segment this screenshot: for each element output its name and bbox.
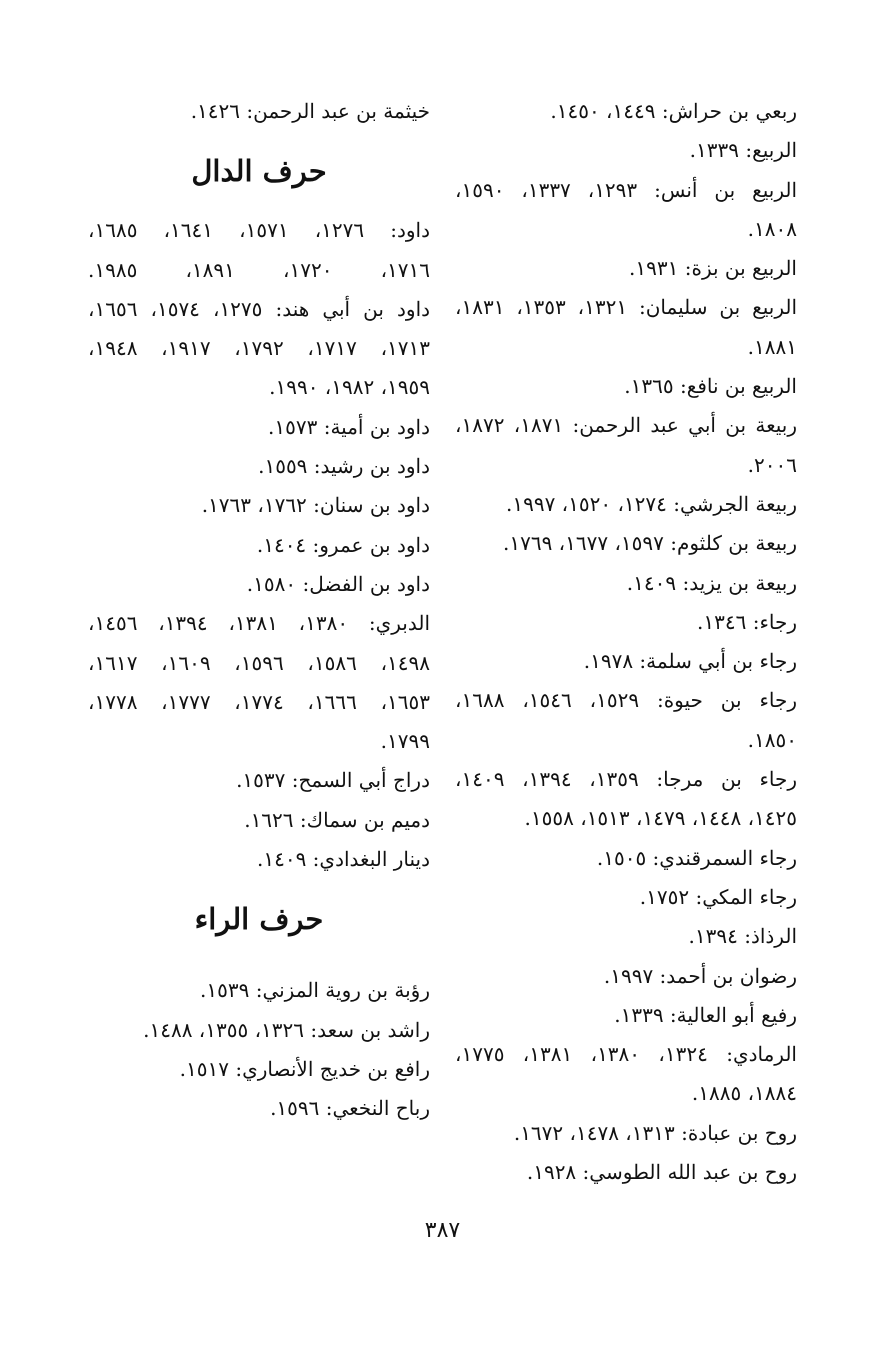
index-entry: داود بن أبي هند: ١٢٧٥، ١٥٧٤، ١٦٥٦، <box>88 296 430 321</box>
index-entry: ربيعة الجرشي: ١٢٧٤، ١٥٢٠، ١٩٩٧. <box>506 491 797 516</box>
index-entry: ربيعة بن كلثوم: ١٥٩٧، ١٦٧٧، ١٧٦٩. <box>502 531 797 556</box>
index-entry: الربيع بن بزة: ١٩٣١. <box>629 256 797 281</box>
section-heading-dal: حرف الدال <box>191 154 327 189</box>
index-entry: داود بن رشيد: ١٥٥٩. <box>258 454 430 479</box>
index-entry: دراج أبي السمح: ١٥٣٧. <box>236 768 430 793</box>
index-entry: رجاء السمرقندي: ١٥٠٥. <box>596 845 797 870</box>
index-entry: الرذاذ: ١٣٩٤. <box>688 924 797 949</box>
index-entry-continuation: ١٨٠٨. <box>747 216 797 241</box>
index-entry-continuation: ١٤٩٨، ١٥٨٦، ١٥٩٦، ١٦٠٩، ١٦١٧، <box>88 650 430 675</box>
index-entry: الربيع بن سليمان: ١٣٢١، ١٣٥٣، ١٨٣١، <box>455 295 797 320</box>
left-column <box>88 92 430 1129</box>
index-entry: دينار البغدادي: ١٤٠٩. <box>257 847 430 872</box>
section-heading-ra: حرف الراء <box>194 902 324 937</box>
index-entry: روح بن عبد الله الطوسي: ١٩٢٨. <box>526 1160 797 1185</box>
index-entry-continuation: ١٧١٦، ١٧٢٠، ١٨٩١، ١٩٨٥. <box>88 257 430 282</box>
index-entry: رجاء: ١٣٤٦. <box>697 609 797 634</box>
index-entry: ربيعة بن أبي عبد الرحمن: ١٨٧١، ١٨٧٢، <box>455 413 797 438</box>
index-entry: رؤبة بن روية المزني: ١٥٣٩. <box>200 978 430 1003</box>
index-entry-continuation: ١٨٨١. <box>747 334 797 359</box>
index-entry: داود بن عمرو: ١٤٠٤. <box>256 532 430 557</box>
index-entry: خيثمة بن عبد الرحمن: ١٤٢٦. <box>190 99 430 123</box>
index-entry: داود: ١٢٧٦، ١٥٧١، ١٦٤١، ١٦٨٥، <box>88 218 430 243</box>
index-entry-continuation: ١٤٢٥، ١٤٤٨، ١٤٧٩، ١٥١٣، ١٥٥٨. <box>524 806 797 831</box>
index-entry: دميم بن سماك: ١٦٢٦. <box>244 807 430 832</box>
index-entry: داود بن الفضل: ١٥٨٠. <box>246 571 430 596</box>
index-entry: روح بن عبادة: ١٣١٣، ١٤٧٨، ١٦٧٢. <box>513 1120 797 1145</box>
index-entry: داود بن أمية: ١٥٧٣. <box>268 414 430 439</box>
index-entry-continuation: ١٩٥٩، ١٩٨٢، ١٩٩٠. <box>269 375 430 400</box>
spacer <box>88 959 430 971</box>
index-entry-continuation: ١٨٥٠. <box>747 727 797 752</box>
index-entry-continuation: ١٨٨٤، ١٨٨٥. <box>691 1081 797 1106</box>
index-entry-continuation: ١٧٩٩. <box>380 729 430 754</box>
index-entry: رافع بن خديج الأنصاري: ١٥١٧. <box>179 1056 430 1081</box>
index-entry: رجاء المكي: ١٧٥٢. <box>639 884 797 909</box>
index-entry: رباح النخعي: ١٥٩٦. <box>270 1096 430 1121</box>
index-entry-continuation: ١٦٥٣، ١٦٦٦، ١٧٧٤، ١٧٧٧، ١٧٧٨، <box>88 689 430 714</box>
index-entry: رجاء بن حيوة: ١٥٢٩، ١٥٤٦، ١٦٨٨، <box>455 688 797 713</box>
index-entry: الربيع: ١٣٣٩. <box>689 138 797 163</box>
index-entry: ربيعة بن يزيد: ١٤٠٩. <box>626 570 797 595</box>
index-entry: ربعي بن حراش: ١٤٤٩، ١٤٥٠. <box>550 99 797 123</box>
right-column <box>455 92 797 1192</box>
index-entry: رجاء بن مرجا: ١٣٥٩، ١٣٩٤، ١٤٠٩، <box>455 767 797 792</box>
index-entry-continuation: ٢٠٠٦. <box>747 452 797 477</box>
index-entry: الرمادي: ١٣٢٤، ١٣٨٠، ١٣٨١، ١٧٧٥، <box>455 1042 797 1067</box>
page-number: ٣٨٧ <box>424 1218 461 1243</box>
index-entry: داود بن سنان: ١٧٦٢، ١٧٦٣. <box>201 493 430 518</box>
index-entry: رضوان بن أحمد: ١٩٩٧. <box>603 963 797 988</box>
index-entry: الربيع بن نافع: ١٣٦٥. <box>624 374 797 399</box>
index-entry: رجاء بن أبي سلمة: ١٩٧٨. <box>583 649 797 674</box>
index-entry: الربيع بن أنس: ١٢٩٣، ١٣٣٧، ١٥٩٠، <box>455 177 797 202</box>
index-entry-continuation: ١٧١٣، ١٧١٧، ١٧٩٢، ١٩١٧، ١٩٤٨، <box>88 336 430 361</box>
index-entry: راشد بن سعد: ١٣٢٦، ١٣٥٥، ١٤٨٨. <box>143 1017 430 1042</box>
index-entry: رفيع أبو العالية: ١٣٣٩. <box>614 1002 797 1027</box>
index-entry: الدبري: ١٣٨٠، ١٣٨١، ١٣٩٤، ١٤٥٦، <box>88 611 430 636</box>
